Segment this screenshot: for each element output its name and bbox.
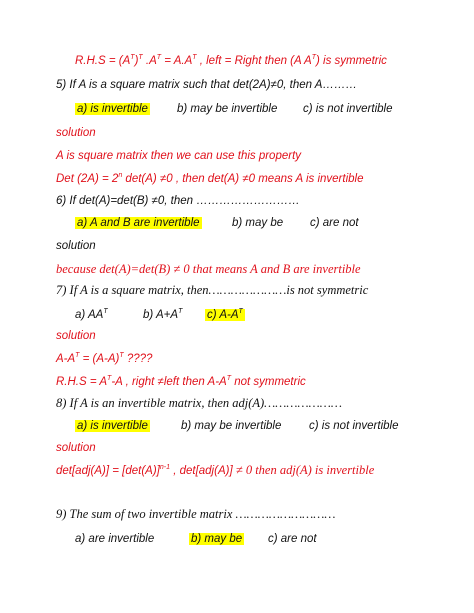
sup: T xyxy=(119,352,124,360)
q7-option-a xyxy=(75,307,108,323)
sup: T xyxy=(156,54,162,62)
text: R.H.S = A xyxy=(56,376,108,388)
q8-option-c: c) is not invertible xyxy=(309,420,399,432)
sup: T xyxy=(238,308,243,316)
sup: T xyxy=(138,54,143,62)
text: -A , right ≠left then A-A xyxy=(111,376,227,388)
q6-solution-label: solution xyxy=(56,240,96,252)
text: ) is symmetric xyxy=(315,55,387,67)
sup: n-1 xyxy=(159,464,170,472)
q7-option-c xyxy=(205,307,245,323)
sup: n xyxy=(118,172,123,180)
q8-option-a-highlighted: a) is invertible xyxy=(77,420,148,432)
text: Det (2A) = 2 xyxy=(56,173,119,185)
text: det[adj(A)] = [det(A)] xyxy=(56,465,160,477)
text: , det[adj(A)] xyxy=(170,465,236,477)
text: a) AA xyxy=(75,309,104,321)
rhs-symmetric-line xyxy=(75,53,387,69)
q8-option-b: b) may be invertible xyxy=(181,420,282,432)
q6-option-a-highlighted: a) A and B are invertible xyxy=(77,217,200,229)
sup: T xyxy=(107,375,112,383)
text: = A.A xyxy=(161,55,193,67)
q7-solution-label: solution xyxy=(56,330,96,342)
sup: T xyxy=(192,54,197,62)
text: det(A) ≠0 , then det(A) ≠0 means A is invertible xyxy=(122,173,364,185)
q9-option-b xyxy=(189,531,244,547)
text: c) A-A xyxy=(207,309,239,321)
q7-option-c-highlighted xyxy=(205,309,245,321)
text: ) xyxy=(134,55,139,67)
q9-option-c: c) are not xyxy=(268,533,317,545)
text: not symmetric xyxy=(231,376,306,388)
text: .A xyxy=(142,55,157,67)
q6-option-c: c) are not xyxy=(310,217,359,229)
q7-solution-line-1 xyxy=(56,351,152,367)
text: , left = Right then (A A xyxy=(196,55,312,67)
q5-solution-line-1: A is square matrix then we can use this property xyxy=(56,150,302,162)
text: ≠ 0 then adj(A) is invertible xyxy=(235,463,375,477)
q6-solution-line-1: because det(A)=det(B) ≠ 0 that means A and B are invertible xyxy=(56,262,361,276)
question-9: 9) The sum of two invertible matrix ……………………… xyxy=(56,507,336,521)
question-7: 7) If A is a square matrix, then…………………is not symmetric xyxy=(56,283,369,297)
q5-solution-label: solution xyxy=(56,127,96,139)
sup: T xyxy=(75,352,80,360)
q8-option-a xyxy=(75,418,150,434)
sup: T xyxy=(178,308,183,316)
q5-option-b: b) may be invertible xyxy=(177,103,278,115)
question-8: 8) If A is an invertible matrix, then adj(A)………………… xyxy=(56,396,342,410)
q6-option-a xyxy=(75,215,202,231)
sup: T xyxy=(103,308,108,316)
text: A-A xyxy=(56,353,76,365)
sup: T xyxy=(226,375,231,383)
q8-solution-label: solution xyxy=(56,442,96,454)
question-5: 5) If A is a square matrix such that det(2A)≠0, then A……… xyxy=(56,79,357,91)
q5-option-a xyxy=(75,101,150,117)
sup: T xyxy=(311,54,316,62)
q7-option-b xyxy=(143,307,182,323)
sup: T xyxy=(130,54,135,62)
q9-option-a: a) are invertible xyxy=(75,533,155,545)
q6-option-b: b) may be xyxy=(232,217,284,229)
text: R.H.S = (A xyxy=(75,55,131,67)
text: b) A+A xyxy=(143,309,179,321)
q5-solution-line-2 xyxy=(56,171,363,187)
q8-solution-line-1 xyxy=(56,462,374,479)
text: = (A-A) xyxy=(79,353,120,365)
q5-option-c: c) is not invertible xyxy=(303,103,393,115)
q7-solution-line-2 xyxy=(56,374,306,390)
question-6: 6) If det(A)=det(B) ≠0, then ……………………… xyxy=(56,195,300,207)
text: ???? xyxy=(123,353,153,365)
q5-option-a-highlighted: a) is invertible xyxy=(77,103,148,115)
q9-option-b-highlighted: b) may be xyxy=(191,533,243,545)
